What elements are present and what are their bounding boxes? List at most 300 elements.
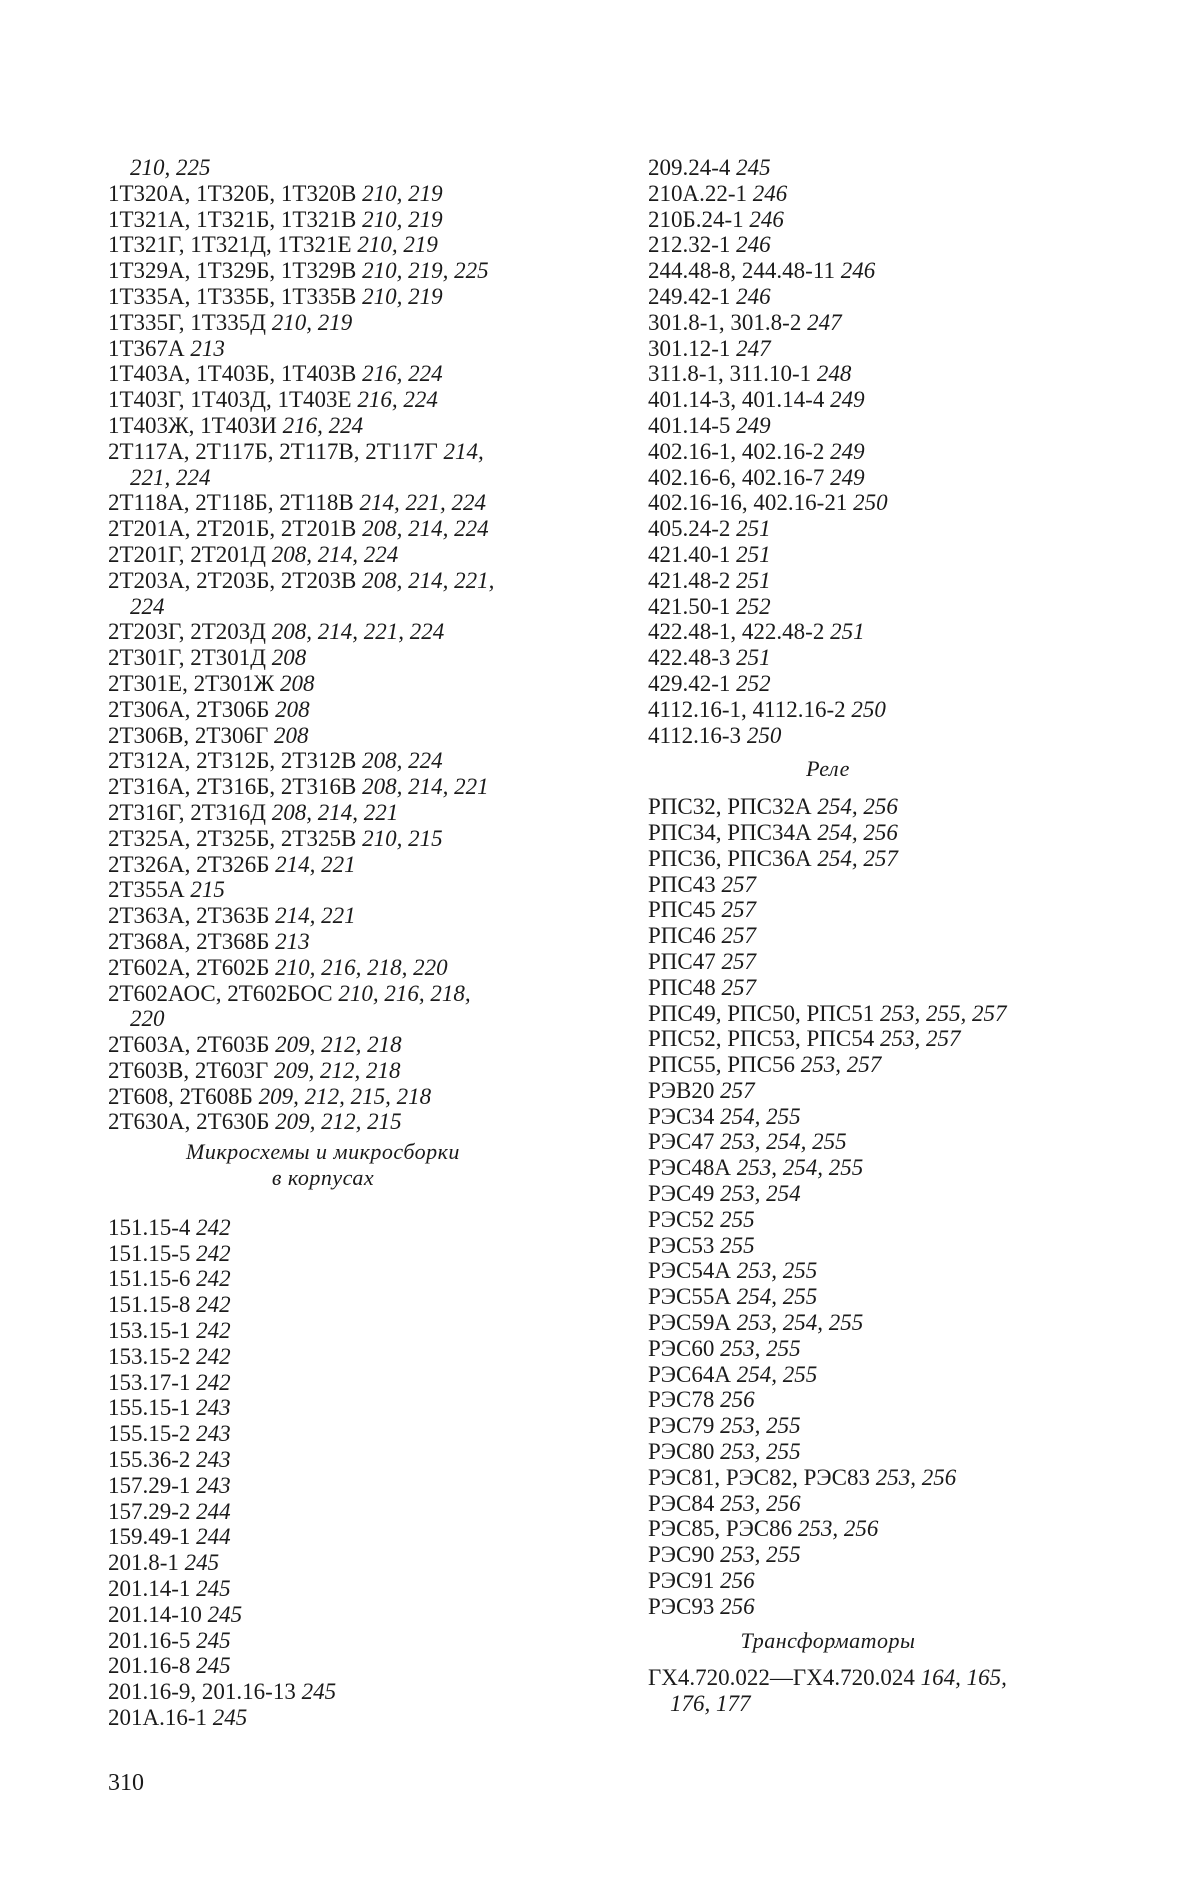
entry-code: РПС45 (648, 897, 722, 923)
entry-pages: 210, 219 (362, 180, 443, 206)
entry-pages: 216, 224 (357, 387, 438, 413)
index-entry (648, 336, 1118, 362)
entry-pages: 249 (736, 412, 771, 438)
index-entry (648, 671, 1118, 697)
entry-pages: 245 (196, 1576, 231, 1602)
index-entry (108, 1653, 588, 1679)
index-entry (648, 619, 1118, 645)
entry-pages: 257 (721, 871, 756, 897)
entry-code: РПС49, РПС50, РПС51 (648, 1000, 880, 1026)
entry-code: 1Т321Г, 1Т321Д, 1Т321Е (108, 232, 358, 258)
entry-pages: 242 (196, 1266, 231, 1292)
entry-pages: 208 (274, 722, 309, 748)
index-entry (648, 1594, 1118, 1620)
index-entry (108, 1266, 588, 1292)
index-entry (648, 465, 1118, 491)
entry-pages: 210, 219 (362, 206, 443, 232)
entry-pages: 208, 214, 224 (362, 516, 489, 542)
entry-pages: 256 (720, 1593, 755, 1619)
index-entry (108, 232, 588, 258)
entry-code: 201.8-1 (108, 1550, 185, 1576)
index-entry (648, 361, 1118, 387)
index-entry (108, 1447, 588, 1473)
entry-pages: 249 (830, 438, 865, 464)
entry-code: РПС43 (648, 871, 722, 897)
entry-code: РЭС52 (648, 1206, 721, 1232)
entry-pages-continuation: 176, 177 (670, 1691, 751, 1717)
entry-code: ГХ4.720.022—ГХ4.720.024 (648, 1665, 921, 1691)
index-entry (108, 800, 588, 826)
entry-pages: 253, 256 (875, 1464, 957, 1490)
index-entry (648, 387, 1118, 413)
index-entry (648, 794, 1118, 820)
entry-code: РЭС48А (648, 1155, 737, 1181)
entry-pages: 208 (275, 696, 310, 722)
entry-code: РЭС59А (648, 1310, 737, 1336)
index-entry (108, 1679, 588, 1705)
index-entry (108, 981, 588, 1007)
entry-code: 2Т301Е, 2Т301Ж (108, 670, 281, 696)
entry-code: РЭС85, РЭС86 (648, 1516, 798, 1542)
entry-code: 1Т367А (108, 335, 191, 361)
index-entry (648, 1052, 1118, 1078)
index-entry (108, 568, 588, 594)
index-entry (108, 361, 588, 387)
page-number: 310 (108, 1770, 144, 1796)
entry-pages: 246 (752, 180, 788, 206)
entry-code: 2Т603В, 2Т603Г (108, 1057, 274, 1083)
entry-pages: 254, 256 (817, 819, 898, 845)
section-heading-microchips (108, 1139, 538, 1191)
entry-code: РПС34, РПС34А (648, 819, 818, 845)
entry-pages: 242 (196, 1214, 231, 1240)
entry-pages: 245 (212, 1705, 248, 1731)
entry-pages: 242 (196, 1318, 231, 1344)
entry-code: 2Т325А, 2Т325Б, 2Т325В (108, 825, 363, 851)
index-entry (648, 1665, 1118, 1691)
entry-code: 1Т320А, 1Т320Б, 1Т320В (108, 180, 363, 206)
index-entry (648, 1542, 1118, 1568)
entry-code: 301.8-1, 301.8-2 (648, 309, 808, 335)
entry-pages-continuation: 224 (130, 593, 165, 619)
entry-code: 155.36-2 (108, 1447, 197, 1473)
index-entry (648, 594, 1118, 620)
entry-pages: 253, 257 (800, 1052, 882, 1078)
entry-code: РЭС93 (648, 1593, 721, 1619)
left-entries-top (108, 155, 588, 1135)
entry-pages-continuation: 221, 224 (130, 464, 211, 490)
entry-pages: 210, 216, 218, (338, 980, 471, 1006)
index-entry (108, 1628, 588, 1654)
entry-pages: 208, 214, 221, 224 (271, 619, 445, 645)
entry-pages: 252 (736, 670, 771, 696)
entry-code: 4112.16-3 (648, 722, 747, 748)
entry-code: 2Т368А, 2Т368Б (108, 928, 276, 954)
entry-pages: 256 (720, 1387, 755, 1413)
entry-code: РЭС55А (648, 1284, 737, 1310)
entry-pages: 253, 255 (720, 1335, 801, 1361)
entry-code: 1Т329А, 1Т329Б, 1Т329В (108, 258, 363, 284)
index-entry (648, 1413, 1118, 1439)
entry-pages: 208, 224 (362, 748, 443, 774)
index-entry (648, 723, 1118, 749)
index-entry (108, 310, 588, 336)
entry-pages: 214, (443, 438, 484, 464)
entry-pages: 242 (196, 1343, 231, 1369)
entry-pages: 245 (184, 1550, 220, 1576)
entry-pages: 214, 221 (275, 903, 356, 929)
right-column (648, 155, 1118, 1717)
entry-pages: 253, 254, 255 (736, 1155, 864, 1181)
entry-pages: 257 (721, 897, 756, 923)
index-entry (648, 1026, 1118, 1052)
entry-pages: 253, 257 (879, 1026, 961, 1052)
entry-pages: 255 (720, 1206, 755, 1232)
right-entries-top (648, 155, 1118, 748)
index-entry (648, 1001, 1118, 1027)
entry-pages: 243 (196, 1421, 231, 1447)
entry-pages: 253, 256 (720, 1490, 801, 1516)
left-entries-microchips (108, 1215, 588, 1731)
entry-code: 2Т602А, 2Т602Б (108, 954, 276, 980)
entry-code: 1Т403Г, 1Т403Д, 1Т403Е (108, 387, 358, 413)
index-entry (108, 207, 588, 233)
entry-pages: 250 (853, 490, 888, 516)
index-entry (648, 1568, 1118, 1594)
entry-code: 1Т335А, 1Т335Б, 1Т335В (108, 283, 363, 309)
entry-code: 201.14-10 (108, 1601, 208, 1627)
entry-code: 201.14-1 (108, 1576, 197, 1602)
section-heading-relays: Реле (806, 756, 850, 782)
entry-code: 210Б.24-1 (648, 206, 750, 232)
entry-pages: 246 (736, 283, 771, 309)
entry-pages: 247 (807, 309, 842, 335)
entry-code: 2Т117А, 2Т117Б, 2Т117В, 2Т117Г (108, 438, 444, 464)
index-entry (648, 1465, 1118, 1491)
entry-code: 2Т603А, 2Т603Б (108, 1032, 276, 1058)
entry-code: РЭС49 (648, 1181, 721, 1207)
entry-pages: 214, 221, 224 (359, 490, 486, 516)
index-entry (108, 1084, 588, 1110)
entry-pages: 253, 255 (720, 1542, 801, 1568)
index-entry (648, 1233, 1118, 1259)
entry-code: 157.29-2 (108, 1498, 197, 1524)
entry-pages: 253, 254, 255 (720, 1129, 847, 1155)
index-entry (648, 1078, 1118, 1104)
entry-pages: 210, 219 (271, 309, 353, 335)
index-entry (108, 671, 588, 697)
entry-code: 311.8-1, 311.10-1 (648, 361, 817, 387)
entry-pages: 257 (721, 948, 756, 974)
entry-code: 2Т630А, 2Т630Б (108, 1109, 276, 1135)
entry-code: 2Т306А, 2Т306Б (108, 696, 276, 722)
entry-pages: 213 (190, 335, 225, 361)
entry-pages: 245 (207, 1601, 243, 1627)
entry-code: 2Т355А (108, 877, 191, 903)
index-entry (108, 1421, 588, 1447)
index-entry (648, 490, 1118, 516)
entry-code: 2Т201А, 2Т201Б, 2Т201В (108, 516, 363, 542)
entry-pages: 208, 214, 221 (362, 774, 489, 800)
entry-pages: 208, 214, 224 (271, 541, 399, 567)
entry-pages: 257 (721, 974, 756, 1000)
index-entry (108, 929, 588, 955)
entry-pages: 257 (720, 1077, 755, 1103)
entry-code: 212.32-1 (648, 232, 737, 258)
entry-code: 402.16-6, 402.16-7 (648, 464, 831, 490)
entry-code: 151.15-5 (108, 1240, 197, 1266)
index-entry (108, 1292, 588, 1318)
index-entry (108, 1344, 588, 1370)
index-entry (108, 1109, 588, 1135)
entry-code: 2Т602АОС, 2Т602БОС (108, 980, 339, 1006)
entry-code: 2Т326А, 2Т326Б (108, 851, 276, 877)
entry-pages: 254, 255 (736, 1284, 818, 1310)
entry-pages: 254, 256 (817, 794, 898, 820)
index-entry (108, 955, 588, 981)
entry-code: РЭС34 (648, 1103, 721, 1129)
entry-pages: 254, 255 (736, 1361, 818, 1387)
entry-pages: 243 (196, 1472, 231, 1498)
entry-code: РПС55, РПС56 (648, 1052, 801, 1078)
entry-pages-continuation: 220 (130, 1006, 165, 1032)
index-entry (108, 826, 588, 852)
heading-line-2: в корпусах (271, 1165, 375, 1191)
index-entry (648, 923, 1118, 949)
index-entry (648, 1387, 1118, 1413)
index-entry (648, 310, 1118, 336)
index-entry (648, 1491, 1118, 1517)
entry-pages: 209, 212, 215 (275, 1109, 402, 1135)
index-entry (648, 181, 1118, 207)
entry-pages: 210, 225 (130, 155, 211, 180)
entry-code: 157.29-1 (108, 1472, 197, 1498)
entry-pages: 215 (190, 877, 225, 903)
index-entry (108, 1499, 588, 1525)
entry-code: 1Т321А, 1Т321Б, 1Т321В (108, 206, 363, 232)
entry-pages: 208, 214, 221, (362, 567, 495, 593)
entry-code: РЭС84 (648, 1490, 721, 1516)
entry-pages: 210, 219 (362, 283, 443, 309)
index-entry (648, 232, 1118, 258)
index-entry (648, 284, 1118, 310)
entry-code: РПС52, РПС53, РПС54 (648, 1026, 880, 1052)
index-entry (648, 258, 1118, 284)
entry-pages: 253, 255, 257 (879, 1000, 1007, 1026)
entry-code: 2Т608, 2Т608Б (108, 1083, 259, 1109)
entry-pages: 255 (720, 1232, 755, 1258)
entry-code: 153.17-1 (108, 1369, 197, 1395)
index-entry (108, 877, 588, 903)
entry-pages: 209, 212, 215, 218 (258, 1083, 432, 1109)
entry-pages: 246 (840, 258, 876, 284)
entry-code: 210А.22-1 (648, 180, 753, 206)
entry-pages: 247 (736, 335, 771, 361)
index-entry (648, 1336, 1118, 1362)
entry-code: 249.42-1 (648, 283, 737, 309)
entry-pages: 210, 219 (357, 232, 438, 258)
entry-pages: 256 (720, 1568, 755, 1594)
entry-code: 402.16-1, 402.16-2 (648, 438, 831, 464)
index-entry (108, 903, 588, 929)
entry-pages: 254, 255 (720, 1103, 801, 1129)
index-entry (108, 723, 588, 749)
entry-code: 4112.16-1, 4112.16-2 (648, 696, 852, 722)
entry-code: РЭС64А (648, 1361, 737, 1387)
entry-code: РЭС60 (648, 1335, 721, 1361)
entry-code: 2Т301Г, 2Т301Д (108, 645, 272, 671)
entry-pages: 253, 255 (736, 1258, 818, 1284)
entry-pages: 246 (749, 206, 784, 232)
index-entry (108, 1550, 588, 1576)
index-entry (648, 516, 1118, 542)
entry-pages: 242 (196, 1292, 231, 1318)
right-entries-relays (648, 794, 1118, 1620)
index-entry (648, 1516, 1118, 1542)
index-entry (648, 975, 1118, 1001)
entry-code: 2Т118А, 2Т118Б, 2Т118В (108, 490, 360, 516)
entry-pages: 253, 256 (797, 1516, 879, 1542)
entry-pages: 245 (736, 155, 771, 180)
index-entry (108, 284, 588, 310)
entry-code: 1Т335Г, 1Т335Д (108, 309, 272, 335)
entry-pages: 243 (196, 1395, 231, 1421)
index-entry (108, 1032, 588, 1058)
entry-code: 422.48-3 (648, 645, 737, 671)
index-entry (108, 155, 588, 181)
index-entry (648, 1310, 1118, 1336)
entry-pages: 245 (301, 1679, 337, 1705)
index-entry (648, 1284, 1118, 1310)
index-entry (108, 1241, 588, 1267)
entry-code: 153.15-2 (108, 1343, 197, 1369)
entry-code: РЭС79 (648, 1413, 721, 1439)
index-entry (108, 697, 588, 723)
entry-code: 153.15-1 (108, 1318, 197, 1344)
entry-pages: 216, 224 (362, 361, 443, 387)
index-entry (108, 1370, 588, 1396)
entry-pages: 243 (196, 1447, 231, 1473)
entry-pages: 251 (736, 567, 771, 593)
entry-code: 2Т312А, 2Т312Б, 2Т312В (108, 748, 363, 774)
index-entry (108, 1058, 588, 1084)
index-entry (648, 1362, 1118, 1388)
entry-code: 1Т403А, 1Т403Б, 1Т403В (108, 361, 363, 387)
index-entry (648, 439, 1118, 465)
entry-code: 201.16-5 (108, 1627, 197, 1653)
entry-pages: 251 (736, 516, 771, 542)
index-entry (648, 697, 1118, 723)
entry-code: РПС36, РПС36А (648, 845, 818, 871)
index-entry (108, 1318, 588, 1344)
entry-pages: 210, 216, 218, 220 (275, 954, 448, 980)
entry-code: РПС47 (648, 948, 722, 974)
index-entry (648, 1104, 1118, 1130)
index-entry (108, 490, 588, 516)
entry-code: 155.15-1 (108, 1395, 197, 1421)
entry-pages: 208, 214, 221 (271, 799, 399, 825)
entry-code: РЭС91 (648, 1568, 721, 1594)
entry-code: 1Т403Ж, 1Т403И (108, 412, 283, 438)
entry-pages: 244 (196, 1524, 231, 1550)
index-entry (108, 645, 588, 671)
entry-pages: 251 (830, 619, 865, 645)
entry-pages: 253, 255 (720, 1413, 801, 1439)
entry-code: 155.15-2 (108, 1421, 197, 1447)
entry-pages: 208 (271, 645, 307, 671)
entry-code: РЭС80 (648, 1439, 721, 1465)
entry-code: РЭС81, РЭС82, РЭС83 (648, 1464, 876, 1490)
index-entry (108, 439, 588, 465)
entry-pages: 209, 212, 218 (275, 1032, 402, 1058)
index-entry (648, 1258, 1118, 1284)
entry-code: 401.14-5 (648, 412, 737, 438)
index-entry (648, 846, 1118, 872)
entry-pages: 245 (196, 1627, 231, 1653)
entry-code: 2Т316Г, 2Т316Д (108, 799, 272, 825)
entry-code: 421.40-1 (648, 541, 737, 567)
entry-code: 151.15-4 (108, 1214, 197, 1240)
entry-code: 209.24-4 (648, 155, 737, 180)
left-column (108, 155, 588, 1731)
index-entry (648, 155, 1118, 181)
index-entry (648, 1129, 1118, 1155)
entry-pages: 250 (746, 722, 782, 748)
entry-code: 405.24-2 (648, 516, 737, 542)
entry-pages: 216, 224 (282, 412, 364, 438)
entry-code: 201.16-8 (108, 1653, 197, 1679)
index-entry (108, 1524, 588, 1550)
index-entry (648, 949, 1118, 975)
entry-pages: 164, 165, (920, 1665, 1007, 1691)
index-entry (108, 516, 588, 542)
entry-pages: 253, 255 (720, 1439, 801, 1465)
entry-code: РПС46 (648, 923, 722, 949)
entry-pages: 242 (196, 1369, 231, 1395)
index-entry (648, 1181, 1118, 1207)
entry-code: 421.50-1 (648, 593, 737, 619)
entry-code: РЭВ20 (648, 1077, 721, 1103)
entry-pages: 210, 215 (362, 825, 443, 851)
index-entry (108, 1576, 588, 1602)
index-entry (648, 872, 1118, 898)
entry-pages: 246 (736, 232, 771, 258)
index-entry (648, 568, 1118, 594)
entry-pages: 249 (830, 387, 865, 413)
index-entry (648, 1207, 1118, 1233)
entry-code: 2Т201Г, 2Т201Д (108, 541, 272, 567)
index-entry (108, 336, 588, 362)
entry-pages: 249 (830, 464, 865, 490)
entry-code: 151.15-8 (108, 1292, 197, 1318)
right-entries-transformers (648, 1665, 1118, 1717)
entry-pages: 209, 212, 218 (274, 1057, 401, 1083)
index-entry (108, 1473, 588, 1499)
index-entry (108, 619, 588, 645)
entry-code: 201А.16-1 (108, 1705, 213, 1731)
entry-pages: 213 (275, 928, 310, 954)
index-entry (108, 413, 588, 439)
entry-pages: 214, 221 (275, 851, 356, 877)
index-entry (648, 897, 1118, 923)
index-entry (108, 1602, 588, 1628)
entry-code: 301.12-1 (648, 335, 737, 361)
index-entry (648, 645, 1118, 671)
entry-code: 2Т316А, 2Т316Б, 2Т316В (108, 774, 363, 800)
index-entry (108, 748, 588, 774)
entry-pages: 251 (736, 541, 771, 567)
entry-code: 159.49-1 (108, 1524, 197, 1550)
